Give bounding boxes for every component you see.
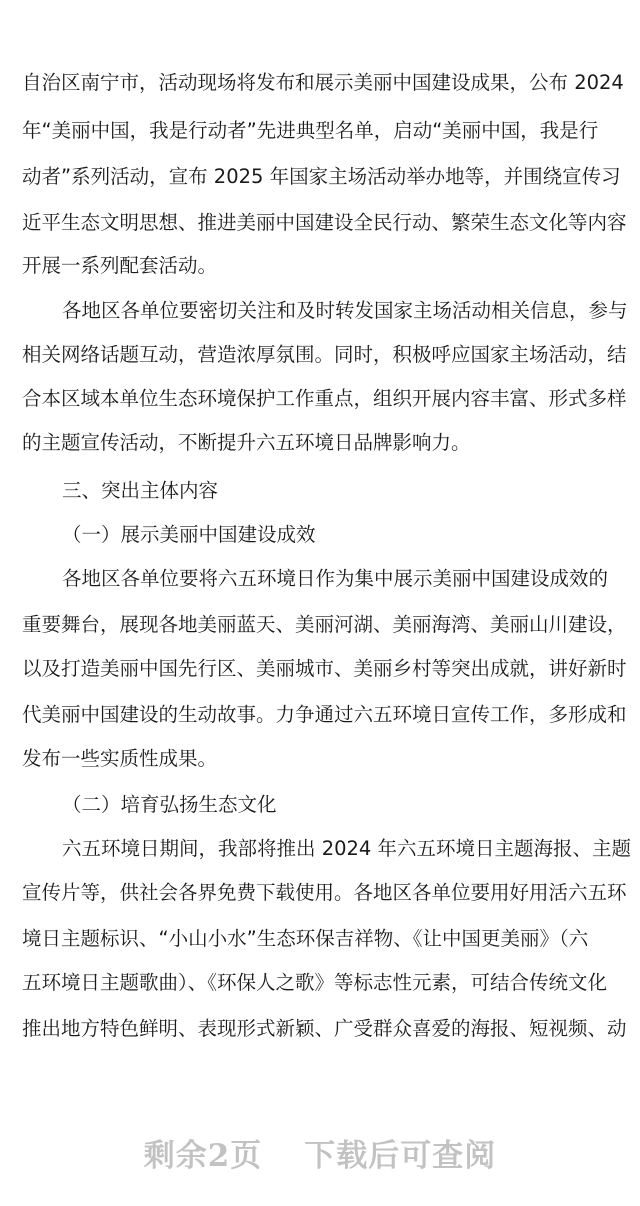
text-line: 合本区域本单位生态环境保护工作重点，组织开展内容丰富、形式多样 (22, 387, 627, 410)
subsection-heading: （二）培育弘扬生态文化 (62, 793, 277, 816)
text-line: 以及打造美丽中国先行区、美丽城市、美丽乡村等突出成就，讲好新时 (22, 657, 627, 680)
text-line: 境日主题标识、“小山小水”生态环保吉祥物、《让中国更美丽》（六 (22, 927, 589, 950)
section-heading: 三、突出主体内容 (62, 479, 219, 502)
paragraph-first-line: 各地区各单位要密切关注和及时转发国家主场活动相关信息，参与 (62, 299, 628, 322)
text-line: 近平生态文明思想、推进美丽中国建设全民行动、繁荣生态文化等内容 (22, 211, 627, 234)
paragraph-first-line: 各地区各单位要将六五环境日作为集中展示美丽中国建设成效的 (62, 567, 609, 590)
text-line: 发布一些实质性成果。 (22, 747, 218, 770)
download-prompt-banner[interactable] (0, 1136, 640, 1176)
download-to-read-label[interactable]: 下载后可查阅 (304, 1138, 497, 1174)
text-line: 五环境日主题歌曲）、《环保人之歌》等标志性元素，可结合传统文化 (22, 971, 608, 994)
text-line: 推出地方特色鲜明、表现形式新颖、广受群众喜爱的海报、短视频、动 (22, 1017, 627, 1040)
text-line: 开展一系列配套活动。 (22, 254, 218, 277)
remaining-pages-label[interactable]: 剩余2页 (143, 1138, 263, 1174)
text-line: 自治区南宁市，活动现场将发布和展示美丽中国建设成果，公布 2024 (22, 71, 624, 94)
text-line: 代美丽中国建设的生动故事。力争通过六五环境日宣传工作，多形成和 (22, 703, 627, 726)
text-line: 的主题宣传活动，不断提升六五环境日品牌影响力。 (22, 431, 471, 454)
text-line: 重要舞台，展现各地美丽蓝天、美丽河湖、美丽海湾、美丽山川建设， (22, 613, 627, 636)
text-line: 相关网络话题互动，营造浓厚氛围。同时，积极呼应国家主场活动，结 (22, 343, 627, 366)
paragraph-first-line: 六五环境日期间，我部将推出 2024 年六五环境日主题海报、主题 (62, 837, 632, 860)
text-line: 年“美丽中国，我是行动者”先进典型名单，启动“美丽中国，我是行 (22, 119, 599, 142)
text-line: 宣传片等，供社会各界免费下载使用。各地区各单位要用好用活六五环 (22, 881, 627, 904)
text-line: 动者”系列活动，宣布 2025 年国家主场活动举办地等，并围绕宣传习 (22, 165, 621, 188)
subsection-heading: （一）展示美丽中国建设成效 (62, 523, 316, 546)
